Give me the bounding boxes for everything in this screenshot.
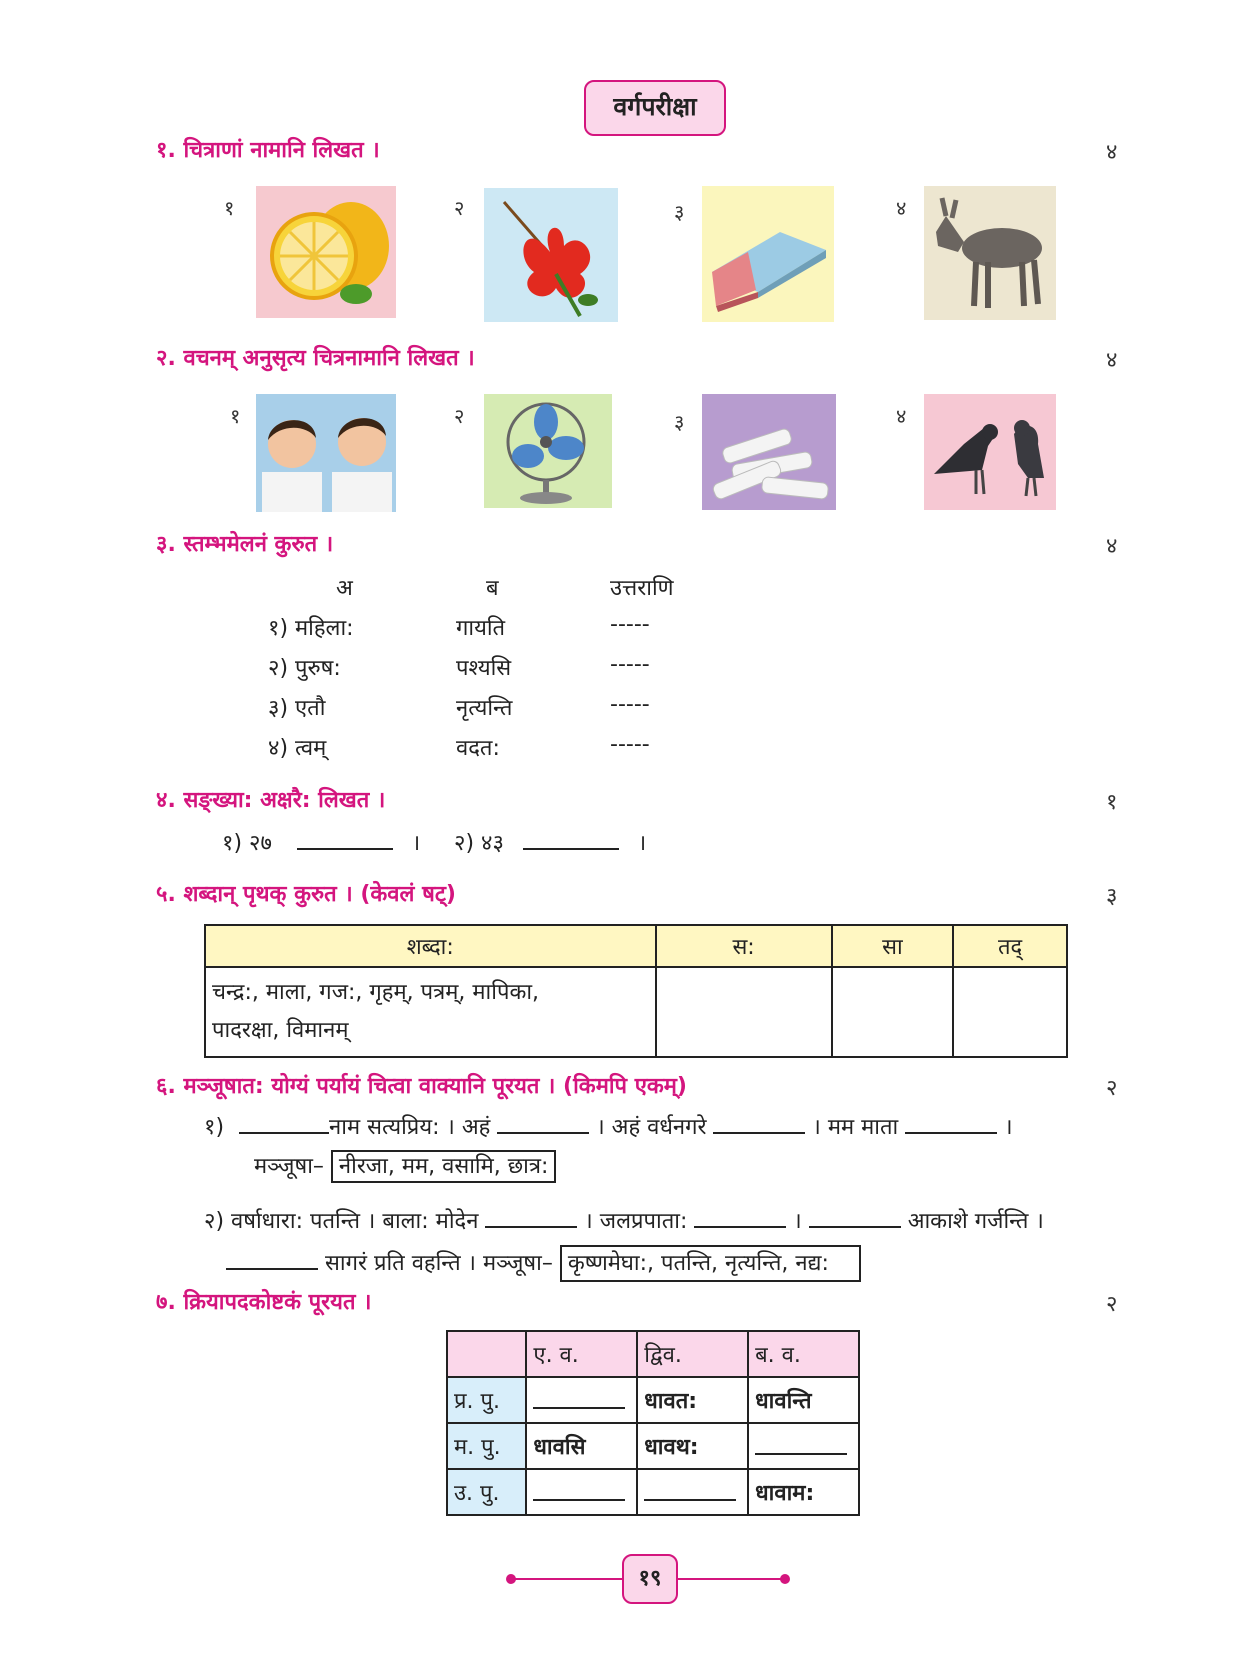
q4-danda-1: । bbox=[411, 831, 421, 856]
page-number: १९ bbox=[622, 1554, 678, 1604]
q6-s2-part-4: आकाशे गर्जन्ति । bbox=[907, 1209, 1044, 1234]
q6-s2-part-1: वर्षाधारा: पतन्ति । बाला: मोदेन bbox=[231, 1209, 479, 1234]
q6-s1-word-box: नीरजा, मम, वसामि, छात्र: bbox=[331, 1150, 557, 1183]
q7-header-dviv: द्विव. bbox=[637, 1331, 748, 1377]
question-1-marks: ४ bbox=[1106, 140, 1118, 165]
q6-sentence-2 bbox=[204, 1204, 1044, 1235]
footer-dot-left bbox=[506, 1574, 516, 1584]
q5-sah-cell[interactable] bbox=[656, 967, 832, 1057]
q1-num-4: ४ bbox=[896, 196, 907, 220]
q1-num-1: १ bbox=[224, 196, 235, 220]
page-title: वर्गपरीक्षा bbox=[584, 80, 726, 136]
question-4-label: ४. सङ्ख्या: अक्षरै: लिखत । bbox=[156, 788, 386, 813]
q5-table bbox=[204, 924, 1068, 1058]
q5-header-words: शब्दा: bbox=[205, 925, 656, 967]
q7-row3-ev[interactable] bbox=[526, 1469, 637, 1515]
q7-row3-dviv-blank[interactable] bbox=[644, 1477, 736, 1501]
q7-row2-bv[interactable] bbox=[748, 1423, 859, 1469]
q5-words-cell bbox=[205, 967, 656, 1057]
q7-row1-ev-blank[interactable] bbox=[533, 1385, 625, 1409]
hibiscus-image bbox=[484, 188, 618, 322]
q4-item-2 bbox=[454, 826, 646, 857]
q7-row2-dviv: धावथ: bbox=[637, 1423, 748, 1469]
q7-row1-bv: धावन्ति bbox=[748, 1377, 859, 1423]
q3-row1-a: १) महिला: bbox=[268, 616, 354, 641]
q7-row1-ev[interactable] bbox=[526, 1377, 637, 1423]
q6-s1-num: १) bbox=[204, 1115, 225, 1140]
crows-image bbox=[924, 394, 1056, 510]
question-5-marks: ३ bbox=[1106, 884, 1118, 909]
question-5-label: ५. शब्दान् पृथक् कुरुत । (केवलं षट्) bbox=[156, 882, 456, 907]
q7-row3-ev-blank[interactable] bbox=[533, 1477, 625, 1501]
q3-row4-b: वदत: bbox=[456, 736, 500, 761]
donkey-image bbox=[924, 186, 1056, 320]
q6-s1-blank-4[interactable] bbox=[905, 1110, 997, 1134]
q6-sentence-2-cont bbox=[226, 1246, 861, 1277]
q5-words-line-2: पादरक्षा, विमानम् bbox=[212, 1018, 349, 1043]
q4-answer-2-blank[interactable] bbox=[523, 826, 619, 850]
q3-header-a: अ bbox=[336, 576, 353, 601]
question-2-label: २. वचनम् अनुसृत्य चित्रनामानि लिखत । bbox=[156, 346, 475, 371]
q7-verb-table bbox=[446, 1330, 860, 1516]
q3-row3-b: नृत्यन्ति bbox=[456, 696, 513, 721]
question-3-label: ३. स्तम्भमेलनं कुरुत । bbox=[156, 532, 334, 557]
eraser-image bbox=[702, 186, 834, 322]
q6-s1-part-3: । मम माता bbox=[812, 1115, 899, 1140]
q6-s2-part-5: सागरं प्रति वहन्ति । मञ्जूषा– bbox=[325, 1251, 553, 1276]
q4-item-1-text: १) २७ bbox=[222, 831, 272, 856]
q5-saa-cell[interactable] bbox=[832, 967, 954, 1057]
q6-s2-part-2: । जलप्रपाता: bbox=[584, 1209, 688, 1234]
q6-s2-blank-2[interactable] bbox=[694, 1204, 786, 1228]
q6-s2-blank-4[interactable] bbox=[226, 1246, 318, 1270]
q7-row1-dviv: धावत: bbox=[637, 1377, 748, 1423]
q6-s1-box-label: मञ्जूषा– bbox=[254, 1154, 324, 1179]
question-7-label: ७. क्रियापदकोष्टकं पूरयत । bbox=[156, 1290, 372, 1315]
q3-row1-b: गायति bbox=[456, 616, 506, 641]
q3-row2-b: पश्यसि bbox=[456, 656, 512, 681]
boys-image bbox=[256, 394, 396, 512]
question-7-marks: २ bbox=[1106, 1292, 1118, 1317]
q3-row2-answer[interactable]: ----- bbox=[610, 652, 650, 677]
q5-header-saa: सा bbox=[832, 925, 954, 967]
q7-row1-header: प्र. पु. bbox=[447, 1377, 526, 1423]
q5-header-tad: तद् bbox=[953, 925, 1067, 967]
q4-item-1 bbox=[222, 826, 420, 857]
q6-s1-word-box-row bbox=[254, 1150, 556, 1180]
footer-dot-right bbox=[780, 1574, 790, 1584]
q2-num-2: २ bbox=[454, 404, 465, 428]
q6-s1-blank-3[interactable] bbox=[713, 1110, 805, 1134]
q6-s2-blank-3[interactable] bbox=[809, 1204, 901, 1228]
q4-danda-2: । bbox=[637, 831, 647, 856]
q6-s1-part-2: । अहं वर्धनगरे bbox=[596, 1115, 707, 1140]
chalks-image bbox=[702, 394, 836, 510]
q3-row2-a: २) पुरुष: bbox=[268, 656, 341, 681]
orange-image bbox=[256, 186, 396, 318]
q3-header-answers: उत्तराणि bbox=[610, 576, 674, 601]
q3-row3-a: ३) एतौ bbox=[268, 696, 326, 721]
q6-sentence-1 bbox=[204, 1110, 1013, 1141]
q2-num-4: ४ bbox=[896, 404, 907, 428]
q3-header-b: ब bbox=[486, 576, 499, 601]
question-3-marks: ४ bbox=[1106, 534, 1118, 559]
q4-item-2-text: २) ४३ bbox=[454, 831, 504, 856]
q7-row2-bv-blank[interactable] bbox=[755, 1431, 847, 1455]
q7-header-ev: ए. व. bbox=[526, 1331, 637, 1377]
q5-tad-cell[interactable] bbox=[953, 967, 1067, 1057]
fan-image bbox=[484, 394, 612, 508]
q7-header-bv: ब. व. bbox=[748, 1331, 859, 1377]
q6-s1-blank-1[interactable] bbox=[239, 1110, 329, 1134]
q3-row1-answer[interactable]: ----- bbox=[610, 612, 650, 637]
q7-row3-dviv[interactable] bbox=[637, 1469, 748, 1515]
question-6-label: ६. मञ्जूषात: योग्यं पर्यायं चित्वा वाक्यानि पूरयत । (किमपि एकम्) bbox=[156, 1074, 687, 1099]
q2-num-3: ३ bbox=[674, 410, 685, 434]
q3-row4-answer[interactable]: ----- bbox=[610, 732, 650, 757]
q6-s2-word-box: कृष्णमेघा:, पतन्ति, नृत्यन्ति, नद्य: bbox=[560, 1245, 861, 1282]
q3-row4-a: ४) त्वम् bbox=[268, 736, 327, 761]
q6-s1-part-1: नाम सत्यप्रिय: । अहं bbox=[329, 1115, 491, 1140]
q6-s1-part-4: । bbox=[1004, 1115, 1013, 1140]
q3-row3-answer[interactable]: ----- bbox=[610, 692, 650, 717]
q7-header-empty bbox=[447, 1331, 526, 1377]
q7-row2-header: म. पु. bbox=[447, 1423, 526, 1469]
question-4-marks: १ bbox=[1106, 790, 1118, 815]
q7-row3-bv: धावाम: bbox=[748, 1469, 859, 1515]
q7-row2-ev: धावसि bbox=[526, 1423, 637, 1469]
q6-s2-blank-1[interactable] bbox=[485, 1204, 577, 1228]
q6-s2-num: २) bbox=[204, 1209, 225, 1234]
q7-row3-header: उ. पु. bbox=[447, 1469, 526, 1515]
question-2-marks: ४ bbox=[1106, 348, 1118, 373]
q6-s1-blank-2[interactable] bbox=[497, 1110, 589, 1134]
q1-num-2: २ bbox=[454, 196, 465, 220]
q1-num-3: ३ bbox=[674, 200, 685, 224]
q5-words-line-1: चन्द्र:, माला, गज:, गृहम्, पत्रम्, मापिका, bbox=[212, 980, 540, 1005]
q4-answer-1-blank[interactable] bbox=[297, 826, 393, 850]
q5-header-sah: स: bbox=[656, 925, 832, 967]
question-1-label: १. चित्राणां नामानि लिखत । bbox=[156, 138, 380, 163]
q2-num-1: १ bbox=[230, 404, 241, 428]
question-6-marks: २ bbox=[1106, 1076, 1118, 1101]
q6-s2-part-3: । bbox=[793, 1209, 802, 1234]
